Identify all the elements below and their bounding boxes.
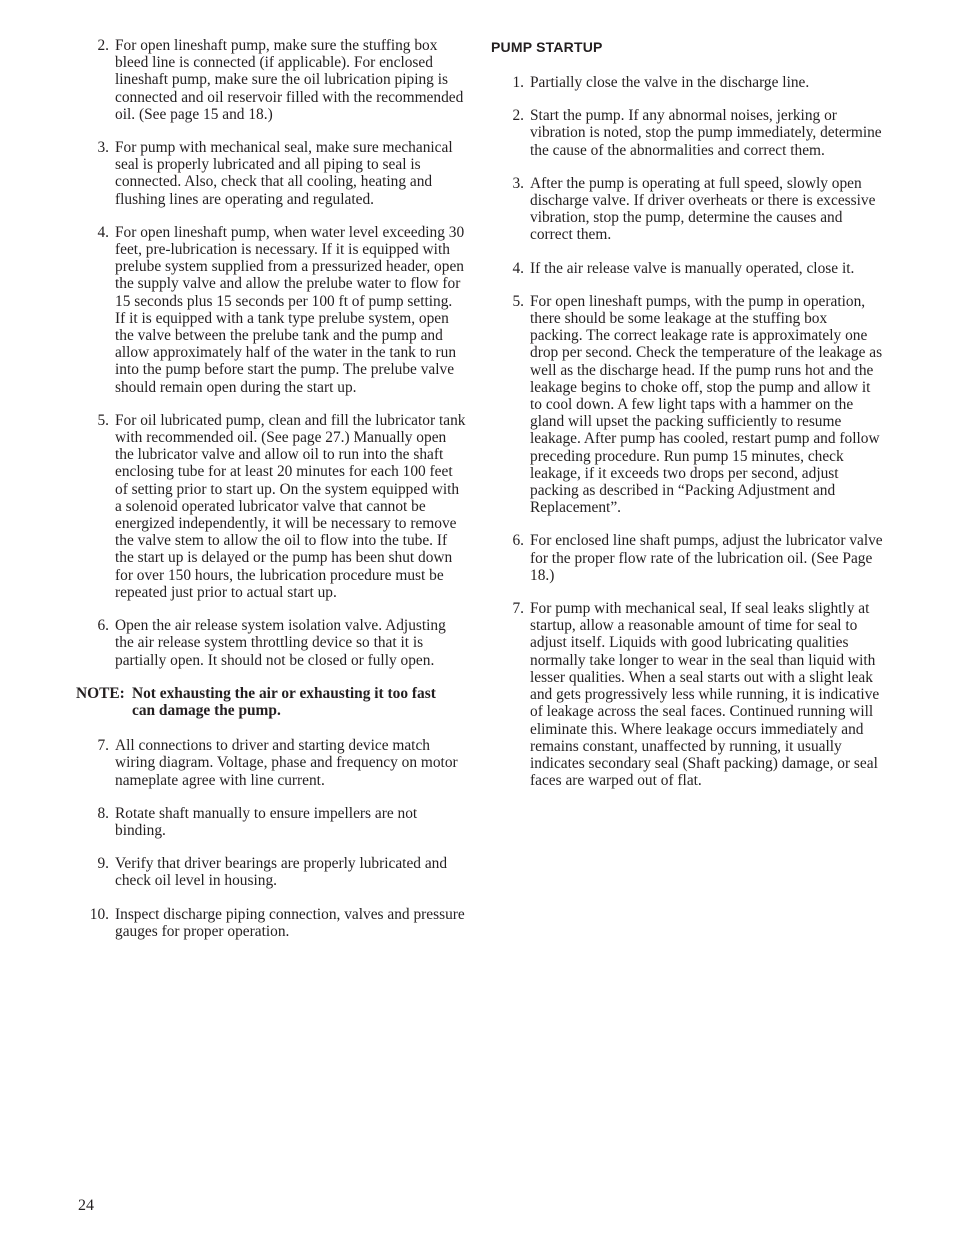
item-number: 3.	[97, 139, 109, 157]
list-item	[491, 260, 883, 277]
item-text: Partially close the valve in the discharge line.	[530, 74, 810, 91]
note-text	[132, 685, 466, 719]
item-text: Open the air release system isolation valve. Adjusting the air release system throttling device so that it is partially open. It should not be closed or fully open.	[115, 617, 446, 669]
note-line-2: can damage the pump.	[132, 701, 281, 719]
item-number: 10.	[89, 905, 109, 923]
list-item	[76, 617, 466, 669]
item-number: 6.	[97, 617, 109, 635]
list-item	[491, 175, 883, 244]
list-item	[76, 737, 466, 789]
item-text: For open lineshaft pump, make sure the stuffing box bleed line is connected (if applicable). For enclosed lineshaft pump, make sure the oil lubrication piping is connected and oil reservoir filled with the recommended oil. (See page 15 and 18.)	[115, 37, 464, 123]
list-item	[76, 37, 466, 123]
item-text: For pump with mechanical seal, make sure mechanical seal is properly lubricated and all piping to seal is connected. Also, check that all cooling, heating and flushing lines are operating and regulated.	[115, 139, 453, 208]
item-text: Rotate shaft manually to ensure impellers are not binding.	[115, 804, 418, 839]
item-text: For open lineshaft pump, when water level exceeding 30 feet, pre-lubrication is necessary. If it is equipped with prelube system supplied from a pressurized header, open the supply valve and allow the prelube water to flow for 15 seconds plus 15 seconds per 100 ft of pump setting. If it is equipped with a tank type prelube system, open the valve between the prelube tank and the pump and allow approximately half of the water in the tank to run into the pump before start the pump. The prelube valve should remain open during the start up.	[115, 223, 465, 396]
item-number: 8.	[97, 804, 109, 822]
list-item	[491, 107, 883, 159]
item-text: Verify that driver bearings are properly lubricated and check oil level in housing.	[115, 855, 448, 890]
item-text: For enclosed line shaft pumps, adjust the lubricator valve for the proper flow rate of the lubrication oil. (See Page 18.)	[530, 532, 883, 584]
left-column	[76, 37, 466, 956]
item-number: 5.	[512, 292, 524, 310]
item-text: For pump with mechanical seal, If seal leaks slightly at startup, allow a reasonable amount of time for seal to adjust itself. Liquids with good lubricating qualities normally take longer to wear in the seal than liquid with lesser qualities. When a seal starts out with a slight leak and gets progressively less while running, it is indicative of leakage across the seal faces. Continued running will eliminate this. Where leakage occurs immediately and remains constant, unaffected by running, it usually indicates secondary seal (Shaft packing) damage, or seal faces are warped out of flat.	[530, 600, 880, 790]
startup-checklist-b	[76, 737, 466, 940]
item-text: If the air release valve is manually operated, close it.	[530, 259, 855, 277]
item-number: 9.	[97, 855, 109, 873]
item-number: 4.	[512, 259, 524, 277]
list-item	[76, 139, 466, 208]
pump-startup-steps	[491, 74, 883, 789]
list-item	[76, 855, 466, 889]
item-number: 7.	[512, 600, 524, 618]
item-text: All connections to driver and starting device match wiring diagram. Voltage, phase and frequency on motor nameplate agree with line current.	[115, 737, 458, 789]
item-number: 3.	[512, 174, 524, 192]
list-item	[76, 224, 466, 396]
item-number: 1.	[512, 74, 524, 91]
list-item	[491, 532, 883, 584]
item-text: After the pump is operating at full speed, slowly open discharge valve. If driver overheats or there is excessive vibration, stop the pump, determine the causes and correct them.	[530, 174, 876, 244]
item-text: For open lineshaft pumps, with the pump in operation, there should be some leakage at the stuffing box packing. The correct leakage rate is approximately one drop per second. Check the temperature of the leakage as well as the discharge head. If the pump runs hot and the leakage begins to choke off, stop the pump and allow it to cool down. A few light taps with a hammer on the gland will upset the packing sufficiently to resume leakage. After pump has cooled, restart pump and follow preceding procedure. Run pump 15 minutes, check leakage, if it exceeds two drops per second, adjust packing as described in “Packing Adjustment and Replacement”.	[530, 292, 883, 517]
item-number: 2.	[97, 37, 109, 54]
list-item	[76, 805, 466, 839]
note-label: NOTE:	[76, 684, 125, 702]
list-item	[491, 600, 883, 789]
item-number: 2.	[512, 107, 524, 125]
note-block	[76, 685, 466, 719]
list-item	[76, 412, 466, 601]
startup-checklist-a	[76, 37, 466, 669]
right-column	[491, 37, 883, 805]
item-number: 7.	[97, 737, 109, 755]
list-item	[491, 293, 883, 517]
section-heading: PUMP STARTUP	[491, 39, 603, 55]
item-text: Start the pump. If any abnormal noises, jerking or vibration is noted, stop the pump immediately, determine the cause of the abnormalities and correct them.	[530, 107, 882, 159]
item-number: 4.	[97, 223, 109, 241]
item-text: For oil lubricated pump, clean and fill the lubricator tank with recommended oil. (See page 27.) Manually open the lubricator valve and allow oil to run into the shaft enclosing tube for at least 20 minutes for each 100 feet of setting prior to start up. On the system equipped with a solenoid operated lubricator valve that cannot be energized independently, it will be necessary to remove the valve stem to allow the oil to flow into the tube. If the start up is delayed or the pump has been shut down for over 150 hours, the lubrication procedure must be repeated just prior to actual start up.	[115, 411, 466, 601]
note-line-1: Not exhausting the air or exhausting it too fast	[132, 684, 436, 702]
page-number: 24	[78, 1197, 94, 1214]
item-text: Inspect discharge piping connection, valves and pressure gauges for proper operation.	[115, 905, 465, 940]
list-item	[491, 74, 883, 91]
item-number: 5.	[97, 411, 109, 429]
item-number: 6.	[512, 532, 524, 550]
list-item	[76, 906, 466, 940]
